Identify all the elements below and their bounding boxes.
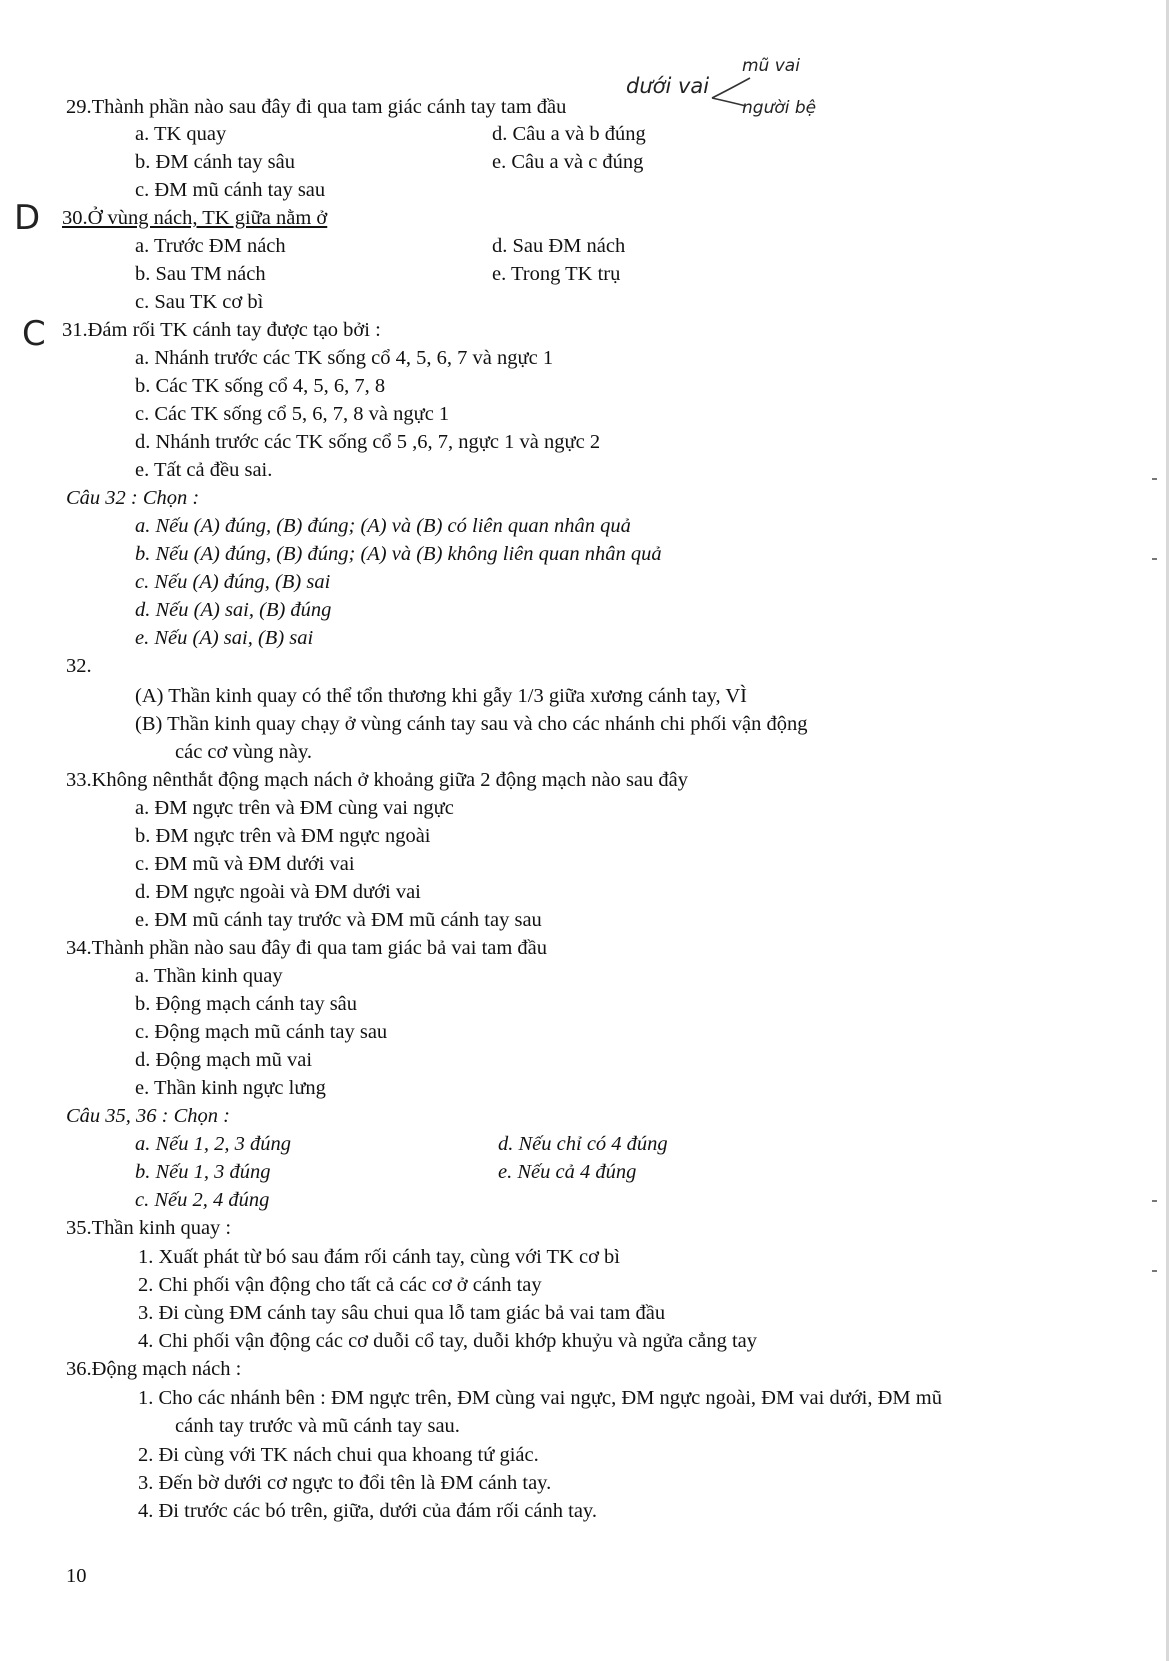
handwritten-answer-30: D [14, 198, 41, 238]
statement: 3. Đi cùng ĐM cánh tay sâu chui qua lỗ tam giác bả vai tam đầu [138, 1302, 666, 1324]
statement-cont: cánh tay trước và mũ cánh tay sau. [175, 1415, 460, 1437]
option: b. ĐM ngực trên và ĐM ngực ngoài [135, 825, 431, 847]
option: a. TK quay [135, 123, 227, 145]
option: b. Nếu (A) đúng, (B) đúng; (A) và (B) không liên quan nhân quả [135, 543, 662, 565]
option: c. Động mạch mũ cánh tay sau [135, 1021, 388, 1043]
scan-mark [1152, 1270, 1157, 1272]
question-33-stem: 33.Không nênthắt động mạch nách ở khoảng giữa 2 động mạch nào sau đây [66, 769, 688, 791]
option: d. Nếu (A) sai, (B) đúng [135, 599, 332, 621]
option: c. Các TK sống cổ 5, 6, 7, 8 và ngực 1 [135, 403, 450, 425]
option: c. ĐM mũ cánh tay sau [135, 179, 326, 201]
statement-b-cont: các cơ vùng này. [175, 741, 313, 763]
option: a. ĐM ngực trên và ĐM cùng vai ngực [135, 797, 454, 819]
statement: 4. Đi trước các bó trên, giữa, dưới của đám rối cánh tay. [138, 1500, 597, 1522]
question-29-stem: 29.Thành phần nào sau đây đi qua tam giác cánh tay tam đầu [66, 96, 567, 118]
handwritten-note: người bệ [742, 98, 817, 118]
option: e. Tất cả đều sai. [135, 459, 273, 481]
question-30-stem: 30.Ở vùng nách, TK giữa nằm ở [62, 207, 328, 229]
option: c. ĐM mũ và ĐM dưới vai [135, 853, 355, 875]
scan-mark [1152, 558, 1157, 560]
scan-mark [1152, 478, 1157, 480]
page-number: 10 [66, 1565, 87, 1587]
option: a. Nếu (A) đúng, (B) đúng; (A) và (B) có liên quan nhân quả [135, 515, 631, 537]
question-32-number: 32. [66, 655, 92, 677]
question-36-stem: 36.Động mạch nách : [66, 1358, 242, 1380]
statement: 3. Đến bờ dưới cơ ngực to đổi tên là ĐM cánh tay. [138, 1472, 552, 1494]
option: d. Nhánh trước các TK sống cổ 5 ,6, 7, ngực 1 và ngực 2 [135, 431, 601, 453]
option: c. Nếu 2, 4 đúng [135, 1189, 270, 1211]
option: e. Trong TK trụ [492, 263, 621, 285]
option: b. Các TK sống cổ 4, 5, 6, 7, 8 [135, 375, 386, 397]
option: e. Nếu cả 4 đúng [498, 1161, 637, 1183]
option: e. Nếu (A) sai, (B) sai [135, 627, 314, 649]
question-35-stem: 35.Thần kinh quay : [66, 1217, 232, 1239]
option: d. Động mạch mũ vai [135, 1049, 313, 1071]
handwritten-note: dưới vai [626, 74, 710, 98]
option: d. Câu a và b đúng [492, 123, 646, 145]
section-header: Câu 35, 36 : Chọn : [66, 1105, 230, 1127]
option: a. Nhánh trước các TK sống cổ 4, 5, 6, 7 và ngực 1 [135, 347, 554, 369]
question-34-stem: 34.Thành phần nào sau đây đi qua tam giác bả vai tam đầu [66, 937, 548, 959]
handwritten-arrow [710, 72, 752, 110]
statement: 2. Đi cùng với TK nách chui qua khoang tứ giác. [138, 1444, 539, 1466]
statement: 2. Chi phối vận động cho tất cả các cơ ở cánh tay [138, 1274, 542, 1296]
option: a. Thần kinh quay [135, 965, 283, 987]
option: a. Trước ĐM nách [135, 235, 286, 257]
statement-b: (B) Thần kinh quay chạy ở vùng cánh tay sau và cho các nhánh chi phối vận động [135, 713, 808, 735]
option: e. Thần kinh ngực lưng [135, 1077, 326, 1099]
option: c. Nếu (A) đúng, (B) sai [135, 571, 331, 593]
statement: 1. Xuất phát từ bó sau đám rối cánh tay, cùng với TK cơ bì [138, 1246, 620, 1268]
section-header: Câu 32 : Chọn : [66, 487, 200, 509]
scan-mark [1152, 1200, 1157, 1202]
handwritten-answer-31: C [22, 314, 46, 354]
handwritten-note: mũ vai [742, 56, 800, 76]
option: d. ĐM ngực ngoài và ĐM dưới vai [135, 881, 421, 903]
option: e. ĐM mũ cánh tay trước và ĐM mũ cánh tay sau [135, 909, 542, 931]
option: b. ĐM cánh tay sâu [135, 151, 295, 173]
question-31-stem: 31.Đám rối TK cánh tay được tạo bởi : [62, 319, 381, 341]
option: b. Sau TM nách [135, 263, 266, 285]
option: c. Sau TK cơ bì [135, 291, 264, 313]
option: a. Nếu 1, 2, 3 đúng [135, 1133, 292, 1155]
statement-a: (A) Thần kinh quay có thể tổn thương khi gẫy 1/3 giữa xương cánh tay, VÌ [135, 685, 748, 707]
statement: 1. Cho các nhánh bên : ĐM ngực trên, ĐM cùng vai ngực, ĐM ngực ngoài, ĐM vai dưới, ĐM mũ [138, 1387, 942, 1409]
statement: 4. Chi phối vận động các cơ duỗi cổ tay, duỗi khớp khuỷu và ngửa cẳng tay [138, 1330, 757, 1352]
option: d. Nếu chỉ có 4 đúng [498, 1133, 668, 1155]
option: b. Động mạch cánh tay sâu [135, 993, 358, 1015]
option: e. Câu a và c đúng [492, 151, 644, 173]
option: d. Sau ĐM nách [492, 235, 626, 257]
option: b. Nếu 1, 3 đúng [135, 1161, 271, 1183]
